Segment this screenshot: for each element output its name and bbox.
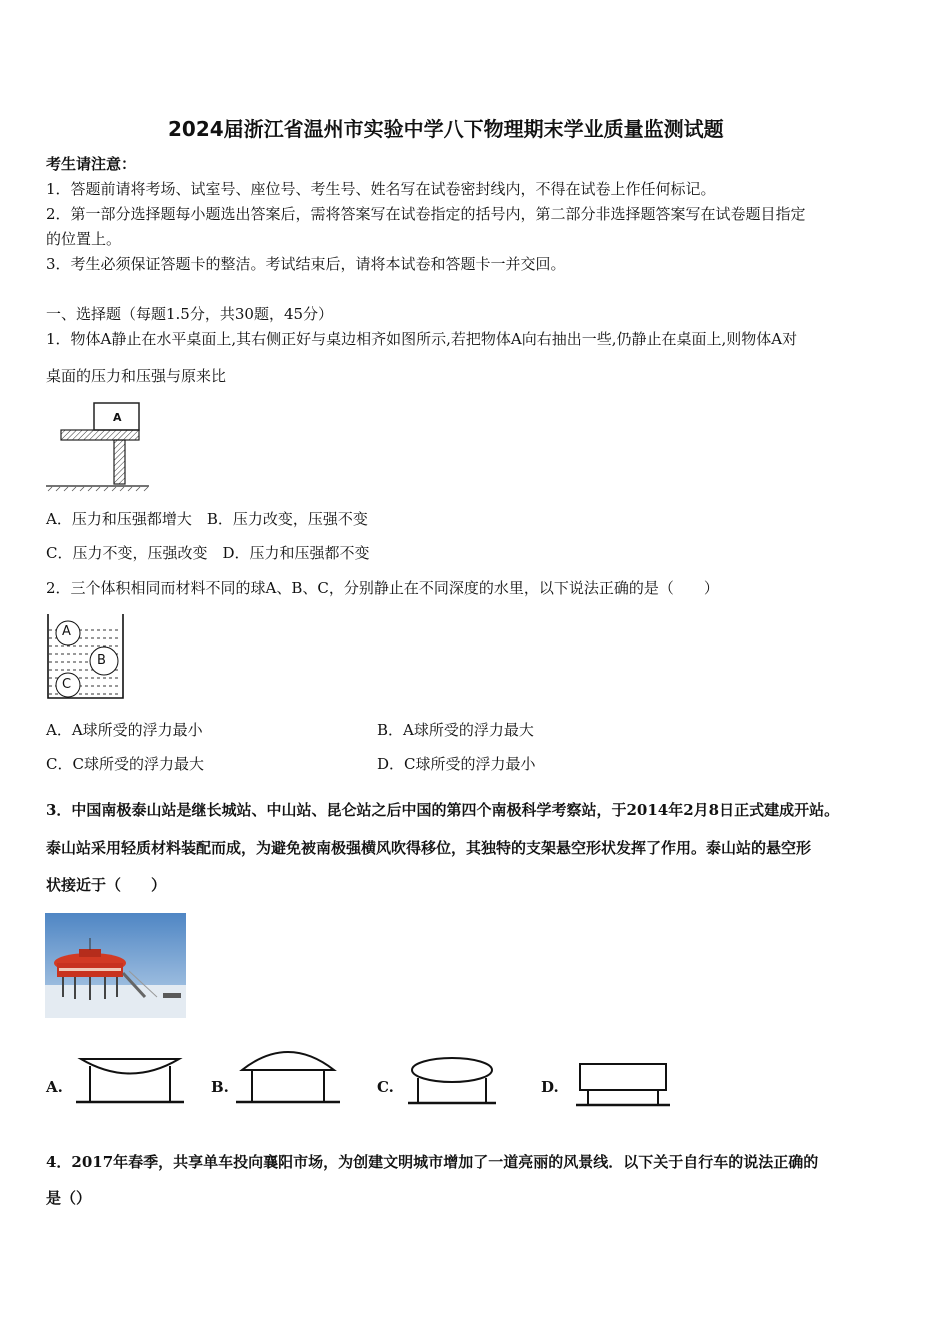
q2-beaker-figure [46, 612, 126, 702]
notice-item: 的位置上。 [46, 230, 122, 248]
q3-stem-line: 3．中国南极泰山站是继长城站、中山站、昆仑站之后中国的第四个南极科学考察站，于2014年2月8日正式建成开站。 [46, 801, 840, 819]
block-label: A [113, 411, 122, 424]
notice-item: 3．考生必须保证答题卡的整洁。考试结束后，请将本试卷和答题卡一并交回。 [46, 255, 566, 273]
q1-stem-line: 1．物体A静止在水平桌面上,其右侧正好与桌边相齐如图所示,若把物体A向右抽出一些,仍静止在桌面上,则物体A对 [46, 330, 798, 348]
q4-stem-line: 是（） [46, 1189, 92, 1207]
ball-b-label: B [97, 653, 106, 668]
q3-option-c: C. [377, 1078, 394, 1096]
q1-option-line: A．压力和压强都增大 B．压力改变，压强不变 [46, 510, 368, 528]
q2-option: B．A球所受的浮力最大 [377, 721, 534, 739]
q3-option-b: B. [211, 1078, 229, 1096]
q3-stem-line: 泰山站采用轻质材料装配而成，为避免被南极强横风吹得移位，其独特的支架悬空形状发挥了作用。泰山站的悬空形 [46, 839, 812, 857]
q4-stem-line: 4．2017年春季，共享单车投向襄阳市场，为创建文明城市增加了一道亮丽的风景线．以下关于自行车的说法正确的 [46, 1153, 819, 1171]
q3-option-d: D. [541, 1078, 559, 1096]
ball-c-label: C [62, 677, 72, 692]
q1-option-line: C．压力不变，压强改变 D．压力和压强都不变 [46, 544, 370, 562]
shape-b-figure [236, 1046, 340, 1105]
section-heading: 一、选择题（每题1.5分，共30题，45分） [46, 305, 334, 323]
taishan-station-photo [45, 913, 186, 1018]
page-title: 2024届浙江省温州市实验中学八下物理期末学业质量监测试题 [168, 117, 724, 141]
shape-d-figure [576, 1061, 670, 1107]
table-leg [114, 440, 125, 484]
shape-a-figure [76, 1053, 184, 1105]
notice-item: 1．答题前请将考场、试室号、座位号、考生号、姓名写在试卷密封线内，不得在试卷上作任何标记。 [46, 180, 716, 198]
tabletop [61, 430, 139, 440]
q2-stem-line: 2．三个体积相同而材料不同的球A、B、C，分别静止在不同深度的水里，以下说法正确的是（ ） [46, 579, 719, 597]
q2-option: A．A球所受的浮力最小 [46, 721, 203, 739]
q1-stem-line: 桌面的压力和压强与原来比 [46, 367, 227, 385]
shape-c-figure [408, 1054, 496, 1106]
q3-stem-line: 状接近于（ ） [46, 876, 167, 894]
q2-option: D．C球所受的浮力最小 [377, 755, 536, 773]
q2-option: C．C球所受的浮力最大 [46, 755, 204, 773]
q1-table-figure [44, 400, 154, 492]
notice-heading: 考生请注意： [46, 155, 137, 173]
q3-option-a: A. [46, 1078, 63, 1096]
notice-item: 2．第一部分选择题每小题选出答案后，需将答案写在试卷指定的括号内，第二部分非选择题答案写在试卷题目指定 [46, 205, 806, 223]
ball-a-label: A [62, 624, 71, 639]
